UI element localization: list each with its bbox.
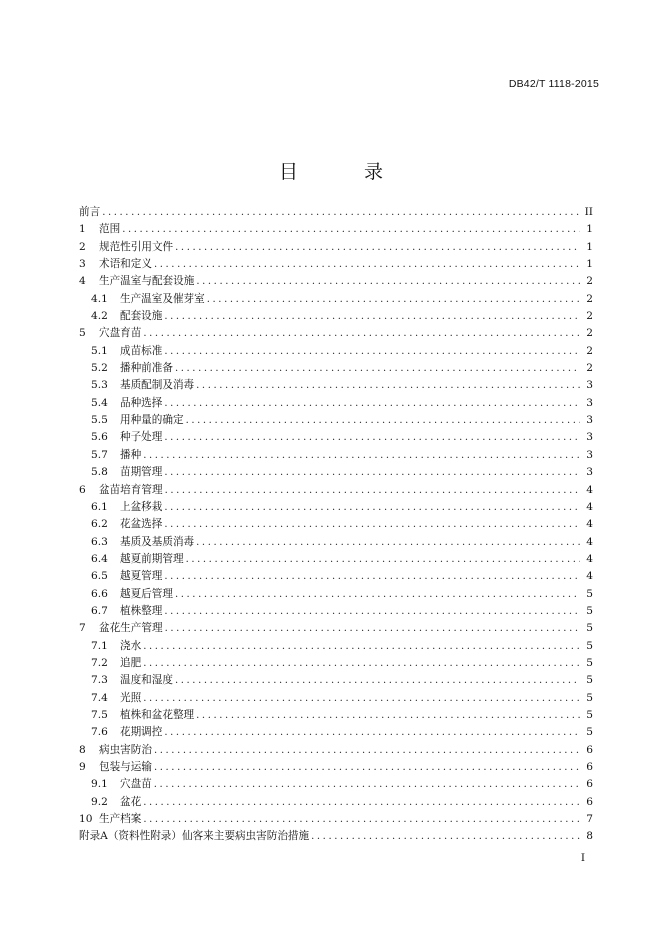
dot-leader bbox=[175, 586, 580, 603]
toc-entry-page: 1 bbox=[586, 240, 593, 253]
toc-entry-page: 5 bbox=[586, 708, 593, 721]
toc-entry-page: 2 bbox=[586, 275, 593, 288]
dot-leader bbox=[143, 811, 580, 828]
toc-entry-page: 3 bbox=[586, 431, 593, 444]
toc-entry-page: 6 bbox=[586, 743, 593, 756]
toc-entry[interactable] bbox=[79, 707, 593, 724]
toc-entry-page: 6 bbox=[586, 761, 593, 773]
dot-leader bbox=[143, 690, 580, 707]
dot-leader bbox=[143, 325, 580, 342]
dot-leader bbox=[154, 759, 580, 776]
toc-entry-number: 7.6 bbox=[91, 726, 108, 739]
toc-entry-label: 温度和湿度 bbox=[120, 674, 173, 687]
toc-entry-page: 5 bbox=[586, 587, 593, 600]
toc-entry-label: 盆花生产管理 bbox=[99, 622, 163, 635]
toc-entry-number: 6.1 bbox=[91, 500, 108, 513]
toc-entry-number: 7 bbox=[79, 622, 86, 635]
toc-entry-number: 10 bbox=[79, 813, 93, 826]
toc-entry-page: 4 bbox=[586, 570, 593, 583]
toc-entry[interactable] bbox=[79, 655, 593, 672]
toc-entry-number: 9 bbox=[79, 761, 86, 773]
dot-leader bbox=[175, 360, 580, 377]
toc-entry-page: 5 bbox=[586, 691, 593, 704]
toc-entry-label: 生产温室与配套设施 bbox=[99, 275, 195, 288]
dot-leader bbox=[164, 568, 580, 585]
dot-leader bbox=[196, 707, 580, 724]
toc-entry-label: 生产温室及催芽室 bbox=[120, 292, 205, 305]
toc-entry-number: 6.2 bbox=[91, 518, 108, 531]
toc-entry-page: 2 bbox=[586, 292, 593, 305]
toc-entry-label: 浇水 bbox=[120, 639, 142, 652]
toc-entry[interactable] bbox=[79, 291, 593, 308]
dot-leader bbox=[143, 794, 580, 811]
toc-entry-page: 4 bbox=[586, 518, 593, 531]
toc-entry-label: 穴盘育苗 bbox=[99, 327, 142, 340]
toc-entry-page: 2 bbox=[586, 310, 593, 323]
toc-entry[interactable] bbox=[79, 499, 593, 516]
toc-entry[interactable] bbox=[79, 620, 593, 637]
toc-entry[interactable] bbox=[79, 360, 593, 377]
dot-leader bbox=[164, 395, 580, 412]
toc-entry-page: 4 bbox=[586, 552, 593, 565]
toc-entry-page: 6 bbox=[586, 795, 593, 808]
dot-leader bbox=[164, 464, 580, 481]
toc-entry[interactable] bbox=[79, 239, 593, 256]
toc-entry-number: 5.4 bbox=[91, 396, 108, 409]
toc-entry[interactable] bbox=[79, 742, 593, 759]
toc-entry-number: 8 bbox=[79, 743, 86, 756]
toc-entry[interactable] bbox=[79, 690, 593, 707]
document-code: DB42/T 1118-2015 bbox=[508, 78, 599, 90]
toc-entry-label: 生产档案 bbox=[99, 813, 142, 826]
toc-entry-page: 3 bbox=[586, 379, 593, 392]
toc-entry-label: 苗期管理 bbox=[120, 466, 163, 479]
toc-entry-number: 4.1 bbox=[91, 292, 108, 305]
toc-entry-number: 6 bbox=[79, 483, 86, 496]
toc-entry-number: 2 bbox=[79, 240, 86, 253]
table-of-contents bbox=[79, 204, 593, 846]
toc-entry-label: 花盆选择 bbox=[120, 518, 163, 531]
dot-leader bbox=[154, 256, 580, 273]
toc-entry-page: 2 bbox=[586, 344, 593, 357]
toc-entry-number: 7.2 bbox=[91, 656, 108, 669]
toc-entry[interactable] bbox=[79, 828, 593, 845]
toc-entry-number: 6.5 bbox=[91, 570, 108, 583]
toc-entry-label: 盆花 bbox=[120, 795, 142, 808]
dot-leader bbox=[143, 655, 580, 672]
toc-entry[interactable] bbox=[79, 429, 593, 446]
toc-entry-label: 越夏管理 bbox=[120, 570, 163, 583]
dot-leader bbox=[164, 724, 580, 741]
toc-entry-number: 5.1 bbox=[91, 344, 108, 357]
toc-entry[interactable] bbox=[79, 325, 593, 342]
toc-entry-label: 品种选择 bbox=[120, 396, 163, 409]
toc-entry-label: 用种量的确定 bbox=[120, 414, 184, 427]
toc-entry-number: 4.2 bbox=[91, 310, 108, 323]
toc-entry-label: 包装与运输 bbox=[99, 761, 152, 773]
dot-leader bbox=[154, 742, 580, 759]
dot-leader bbox=[143, 638, 580, 655]
toc-entry-label: 穴盘苗 bbox=[120, 778, 152, 791]
toc-entry-page: 5 bbox=[586, 604, 593, 617]
toc-entry-number: 5.7 bbox=[91, 448, 108, 461]
dot-leader bbox=[164, 499, 580, 516]
toc-entry-label: 附录A（资料性附录）仙客来主要病虫害防治措施 bbox=[79, 830, 310, 843]
dot-leader bbox=[175, 672, 580, 689]
toc-entry-label: 基质配制及消毒 bbox=[120, 379, 195, 392]
toc-entry-label: 种子处理 bbox=[120, 431, 163, 444]
toc-entry-label: 越夏后管理 bbox=[120, 587, 173, 600]
toc-entry[interactable] bbox=[79, 672, 593, 689]
toc-entry-page: 1 bbox=[586, 223, 593, 236]
toc-entry-page: 4 bbox=[586, 500, 593, 513]
toc-entry[interactable] bbox=[79, 204, 593, 221]
toc-entry-number: 3 bbox=[79, 258, 86, 271]
toc-entry[interactable] bbox=[79, 516, 593, 533]
toc-entry-number: 9.2 bbox=[91, 795, 108, 808]
toc-entry-number: 6.6 bbox=[91, 587, 108, 600]
toc-entry[interactable] bbox=[79, 586, 593, 603]
toc-entry[interactable] bbox=[79, 534, 593, 551]
toc-entry-page: 3 bbox=[586, 466, 593, 479]
toc-entry[interactable] bbox=[79, 221, 593, 238]
toc-entry-page: 5 bbox=[586, 674, 593, 687]
toc-entry-page: 3 bbox=[586, 414, 593, 427]
toc-entry-number: 6.7 bbox=[91, 604, 108, 617]
toc-entry-label: 追肥 bbox=[120, 656, 142, 669]
toc-entry-page: 4 bbox=[586, 483, 593, 496]
toc-entry[interactable] bbox=[79, 759, 593, 776]
toc-entry-page: 5 bbox=[586, 639, 593, 652]
toc-entry-page: 5 bbox=[586, 622, 593, 635]
toc-entry-page: 7 bbox=[586, 813, 593, 826]
toc-entry-label: 范围 bbox=[99, 223, 121, 236]
dot-leader bbox=[196, 534, 580, 551]
toc-entry-number: 6.4 bbox=[91, 552, 108, 565]
toc-entry-label: 规范性引用文件 bbox=[99, 240, 174, 253]
dot-leader bbox=[143, 447, 580, 464]
toc-entry-label: 病虫害防治 bbox=[99, 743, 152, 756]
toc-entry-label: 前言 bbox=[79, 206, 101, 218]
dot-leader bbox=[311, 828, 580, 845]
toc-entry[interactable] bbox=[79, 551, 593, 568]
toc-entry-label: 越夏前期管理 bbox=[120, 552, 184, 565]
dot-leader bbox=[154, 776, 580, 793]
toc-entry[interactable] bbox=[79, 464, 593, 481]
toc-entry-label: 配套设施 bbox=[120, 310, 163, 323]
toc-entry[interactable] bbox=[79, 603, 593, 620]
dot-leader bbox=[196, 273, 580, 290]
toc-entry-page: 4 bbox=[586, 535, 593, 548]
dot-leader bbox=[186, 412, 580, 429]
toc-entry[interactable] bbox=[79, 273, 593, 290]
toc-entry-label: 上盆移栽 bbox=[120, 500, 163, 513]
dot-leader bbox=[122, 221, 580, 238]
toc-entry-label: 成苗标准 bbox=[120, 344, 163, 357]
dot-leader bbox=[164, 603, 580, 620]
dot-leader bbox=[164, 516, 580, 533]
toc-entry[interactable] bbox=[79, 377, 593, 394]
toc-entry-page: 3 bbox=[586, 448, 593, 461]
toc-entry-page: 5 bbox=[586, 656, 593, 669]
toc-entry[interactable] bbox=[79, 482, 593, 499]
dot-leader bbox=[175, 239, 580, 256]
toc-entry[interactable] bbox=[79, 568, 593, 585]
toc-entry-label: 植株整理 bbox=[120, 604, 163, 617]
page-number: I bbox=[580, 852, 585, 864]
toc-entry-label: 光照 bbox=[120, 691, 142, 704]
dot-leader bbox=[102, 204, 580, 221]
toc-entry-label: 基质及基质消毒 bbox=[120, 535, 195, 548]
toc-entry-number: 1 bbox=[79, 223, 86, 236]
toc-entry[interactable] bbox=[79, 412, 593, 429]
toc-entry[interactable] bbox=[79, 395, 593, 412]
toc-entry-number: 4 bbox=[79, 275, 86, 288]
toc-entry-page: 5 bbox=[586, 726, 593, 739]
toc-entry-number: 5 bbox=[79, 327, 86, 340]
toc-entry-number: 7.3 bbox=[91, 674, 108, 687]
dot-leader bbox=[164, 343, 580, 360]
toc-entry-number: 7.4 bbox=[91, 691, 108, 704]
toc-entry[interactable] bbox=[79, 447, 593, 464]
toc-entry-label: 盆苗培育管理 bbox=[99, 483, 163, 496]
toc-entry[interactable] bbox=[79, 811, 593, 828]
dot-leader bbox=[165, 620, 580, 637]
dot-leader bbox=[164, 429, 580, 446]
toc-entry[interactable] bbox=[79, 343, 593, 360]
toc-entry-label: 植株和盆花整理 bbox=[120, 708, 195, 721]
toc-entry-label: 播种前准备 bbox=[120, 362, 173, 375]
dot-leader bbox=[196, 377, 580, 394]
dot-leader bbox=[186, 551, 580, 568]
toc-entry-page: 2 bbox=[586, 327, 593, 340]
dot-leader bbox=[207, 291, 580, 308]
toc-entry-label: 播种 bbox=[120, 448, 142, 461]
toc-entry-page: II bbox=[584, 206, 593, 218]
toc-entry-page: 1 bbox=[586, 258, 593, 271]
toc-entry-page: 8 bbox=[586, 830, 593, 843]
toc-entry-number: 5.5 bbox=[91, 414, 108, 427]
toc-entry[interactable] bbox=[79, 256, 593, 273]
toc-entry-page: 3 bbox=[586, 396, 593, 409]
toc-entry[interactable] bbox=[79, 638, 593, 655]
toc-entry-number: 5.8 bbox=[91, 466, 108, 479]
toc-entry-number: 7.5 bbox=[91, 708, 108, 721]
toc-entry[interactable] bbox=[79, 308, 593, 325]
toc-entry-number: 5.2 bbox=[91, 362, 108, 375]
page-title: 目 录 bbox=[278, 160, 414, 183]
toc-entry[interactable] bbox=[79, 794, 593, 811]
toc-entry[interactable] bbox=[79, 776, 593, 793]
dot-leader bbox=[165, 482, 580, 499]
toc-entry-number: 5.6 bbox=[91, 431, 108, 444]
dot-leader bbox=[164, 308, 580, 325]
toc-entry-page: 6 bbox=[586, 778, 593, 791]
toc-entry-number: 9.1 bbox=[91, 778, 108, 791]
toc-entry-page: 2 bbox=[586, 362, 593, 375]
toc-entry-label: 花期调控 bbox=[120, 726, 163, 739]
toc-entry-label: 术语和定义 bbox=[99, 258, 152, 271]
toc-entry-number: 6.3 bbox=[91, 535, 108, 548]
toc-entry-number: 7.1 bbox=[91, 639, 108, 652]
toc-entry-number: 5.3 bbox=[91, 379, 108, 392]
toc-entry[interactable] bbox=[79, 724, 593, 741]
